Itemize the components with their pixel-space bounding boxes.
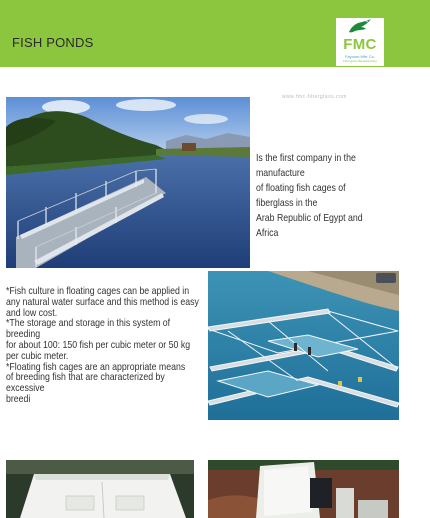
page-header [0, 0, 430, 67]
fiberglass-equipment-photo [208, 460, 399, 518]
bird-icon [346, 19, 372, 35]
intro-line: Is the first company in the manufacture [256, 153, 356, 179]
fiberglass-tank-photo [6, 460, 194, 518]
benefit-line: and low cost. [6, 307, 58, 319]
benefit-line: *Fish culture in floating cages can be applied in [6, 286, 190, 297]
logo-company: Fayoum Mfrr Co. [344, 54, 375, 59]
company-intro [256, 151, 382, 241]
logo-abbr: FMC [343, 36, 377, 53]
benefit-line: any natural water surface and this method is easy [6, 296, 199, 308]
company-logo[interactable] [336, 18, 384, 66]
benefit-line: *The storage and storage in this system of breeding [6, 318, 171, 341]
benefit-line: *Floating fish cages are an appropriate means [6, 361, 186, 373]
benefit-line: for about 100: 150 fish per cubic meter or 50 kg [6, 339, 191, 351]
intro-line: Arab Republic of Egypt and Africa [256, 213, 363, 239]
logo-tagline: Fiberglass Manufacturing [343, 59, 377, 63]
benefit-line: per cubic meter. [6, 350, 69, 362]
floating-cages-pond-photo [208, 271, 399, 420]
intro-line: of floating fish cages of fiberglass in the [256, 183, 346, 209]
page-title: FISH PONDS [12, 35, 94, 50]
benefit-line: of breeding fish that are characterized by excessive [6, 372, 165, 395]
floating-cages-river-photo [6, 97, 250, 268]
website-watermark: www.fmc-fiberglass.com [282, 94, 347, 100]
benefit-line: breedi [6, 393, 31, 405]
benefits-text [6, 287, 202, 406]
